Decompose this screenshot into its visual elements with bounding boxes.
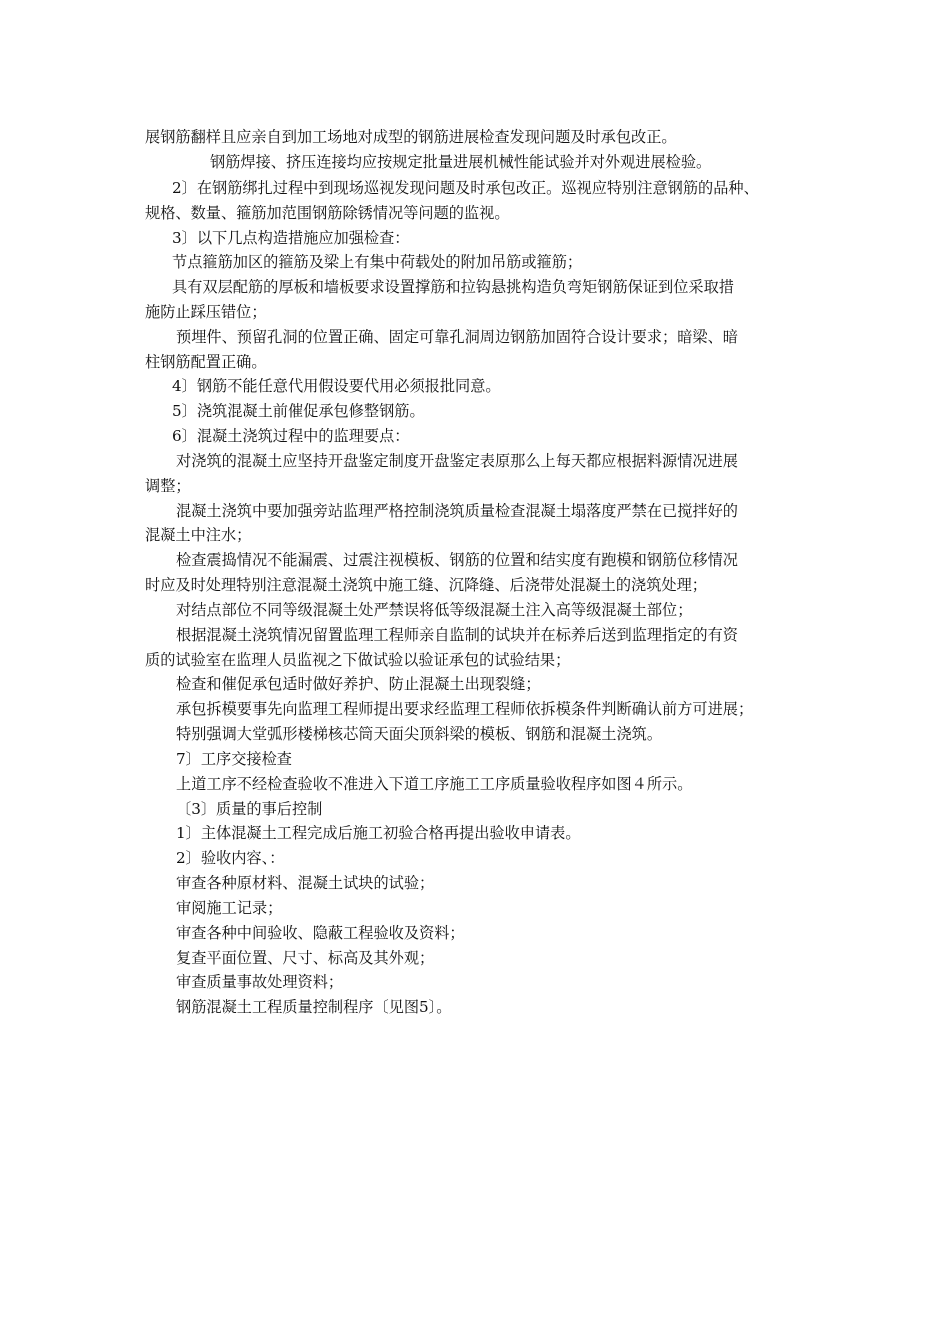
text-line: 展钢筋翻样且应亲自到加工场地对成型的钢筋进展检查发现问题及时承包改正。 <box>145 128 677 146</box>
text-line: 1〕主体混凝土工程完成后施工初验合格再提出验收申请表。 <box>176 824 581 842</box>
text-line: 钢筋混凝土工程质量控制程序〔见图5〕。 <box>176 998 452 1016</box>
text-line: 2〕验收内容、： <box>176 849 285 867</box>
text-line: 承包拆模要事先向监理工程师提出要求经监理工程师依拆模条件判断确认前方可进展； <box>176 700 754 718</box>
text-line: 柱钢筋配置正确。 <box>145 353 267 371</box>
text-line: 审查各种中间验收、隐蔽工程验收及资料； <box>176 924 465 942</box>
text-line: 特别强调大堂弧形楼梯核芯筒天面尖顶斜梁的模板、钢筋和混凝土浇筑。 <box>176 725 662 743</box>
text-line: 混凝土浇筑中要加强旁站监理严格控制浇筑质量检查混凝土塌落度严禁在已搅拌好的 <box>176 502 738 520</box>
text-line: 2〕在钢筋绑扎过程中到现场巡视发现问题及时承包改正。巡视应特别注意钢筋的品种、 <box>172 179 759 197</box>
text-line: 审阅施工记录； <box>176 899 283 917</box>
text-line: 钢筋焊接、挤压连接均应按规定批量进展机械性能试验并对外观进展检验。 <box>210 153 712 171</box>
text-line: 上道工序不经检查验收不准进入下道工序施工工序质量验收程序如图４所示。 <box>176 775 693 793</box>
text-line: 规格、数量、箍筋加范围钢筋除锈情况等问题的监视。 <box>145 204 510 222</box>
text-line: 预埋件、预留孔洞的位置正确、固定可靠孔洞周边钢筋加固符合设计要求；暗梁、暗 <box>176 328 738 346</box>
text-line: 检查和催促承包适时做好养护、防止混凝土出现裂缝； <box>176 675 541 693</box>
text-line: 审查质量事故处理资料； <box>176 973 344 991</box>
text-line: 审查各种原材料、混凝土试块的试验； <box>176 874 435 892</box>
text-line: 节点箍筋加区的箍筋及梁上有集中荷载处的附加吊筋或箍筋； <box>172 253 583 271</box>
text-line: 3〕以下几点构造措施应加强检查： <box>172 229 410 247</box>
text-line: 对浇筑的混凝土应坚持开盘鉴定制度开盘鉴定表原那么上每天都应根据料源情况进展 <box>176 452 738 470</box>
text-line: 〔3〕质量的事后控制 <box>176 800 323 818</box>
text-line: 对结点部位不同等级混凝土处严禁误将低等级混凝土注入高等级混凝土部位； <box>176 601 693 619</box>
text-line: 混凝土中注水； <box>145 526 252 544</box>
text-line: 施防止踩压错位； <box>145 303 267 321</box>
text-line: 时应及时处理特别注意混凝土浇筑中施工缝、沉降缝、后浇带处混凝土的浇筑处理； <box>145 576 707 594</box>
text-line: 7〕工序交接检查 <box>176 750 292 768</box>
text-line: 质的试验室在监理人员监视之下做试验以验证承包的试验结果； <box>145 651 571 669</box>
text-line: 检查震捣情况不能漏震、过震注视模板、钢筋的位置和结实度有跑模和钢筋位移情况 <box>176 551 738 569</box>
text-line: 具有双层配筋的厚板和墙板要求设置撑筋和拉钩悬挑构造负弯矩钢筋保证到位采取措 <box>172 278 734 296</box>
text-line: 5〕浇筑混凝土前催促承包修整钢筋。 <box>172 402 425 420</box>
text-line: 6〕混凝土浇筑过程中的监理要点： <box>172 427 410 445</box>
text-line: 复查平面位置、尺寸、标高及其外观； <box>176 949 435 967</box>
text-line: 根据混凝土浇筑情况留置监理工程师亲自监制的试块并在标养后送到监理指定的有资 <box>176 626 738 644</box>
text-line: 4〕钢筋不能任意代用假设要代用必须报批同意。 <box>172 377 501 395</box>
text-line: 调整； <box>145 477 191 495</box>
